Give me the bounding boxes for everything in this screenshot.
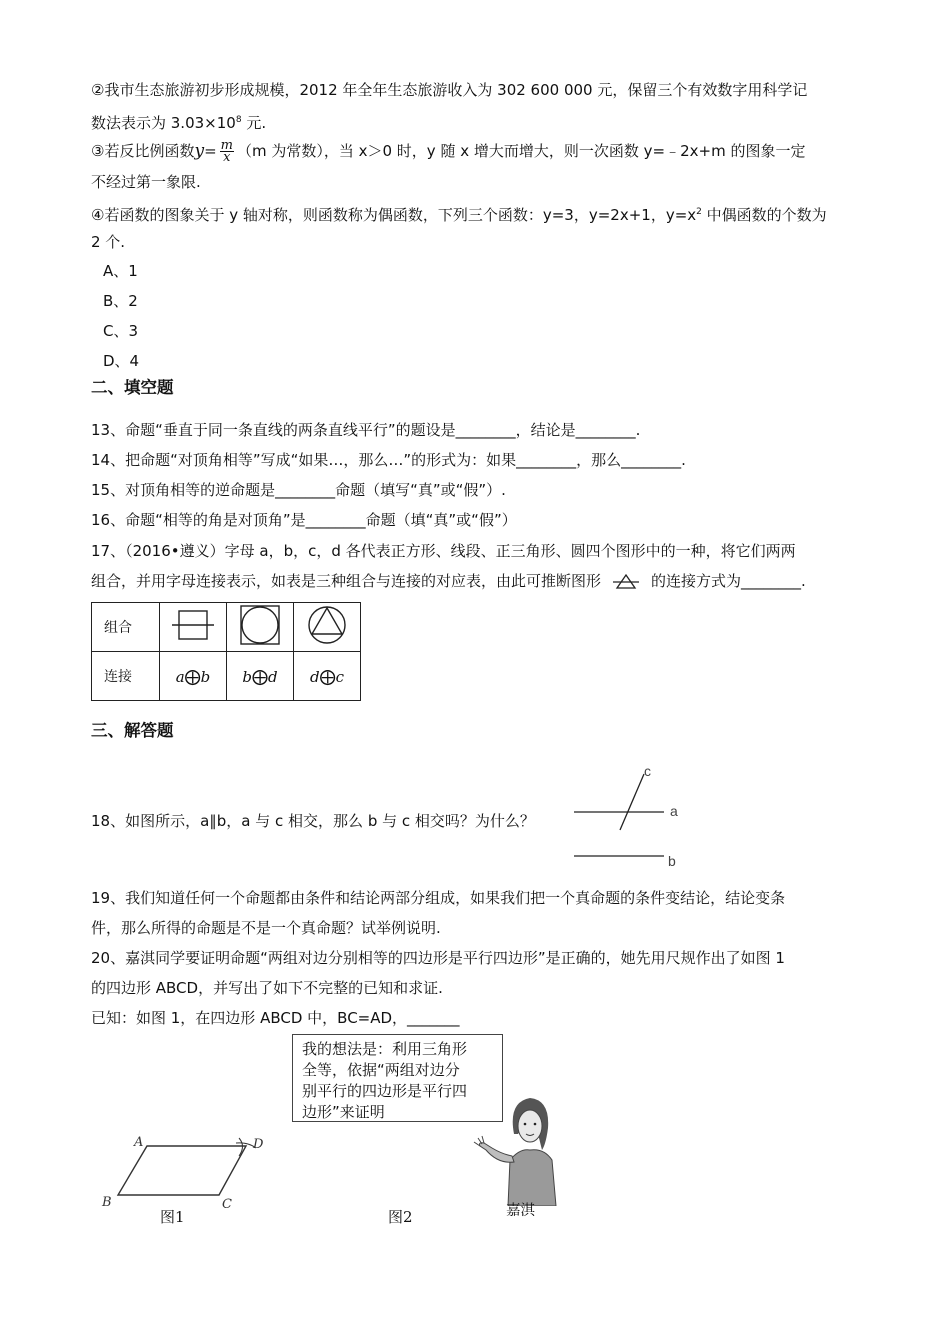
fraction-denominator: x — [223, 150, 231, 165]
question-19-line1: 19、我们知道任何一个命题都由条件和结论两部分组成，如果我们把一个真命题的条件变结论，结论变条 — [91, 889, 786, 907]
link-cell — [227, 652, 294, 701]
circle-plus-icon: ⨁ — [184, 666, 201, 686]
link-right-letter: b — [200, 667, 211, 686]
link-cell — [160, 652, 227, 701]
person-name: 嘉淇 — [506, 1203, 535, 1219]
question-13: 13、命题“垂直于同一条直线的两条直线平行”的题设是________，结论是________. — [91, 421, 641, 439]
vertex-d-label: D — [253, 1137, 264, 1152]
statement-4-line2: 2 个. — [91, 233, 126, 251]
circle-plus-icon: ⨁ — [319, 666, 336, 686]
exponent: 8 — [235, 115, 242, 125]
statement-2-tail: 元. — [241, 114, 267, 132]
option-a: A、1 — [103, 262, 138, 280]
question-18: 18、如图所示，a∥b，a 与 c 相交，那么 b 与 c 相交吗？为什么？ — [91, 812, 535, 830]
figure-1-parallelogram — [96, 1128, 276, 1210]
combo-square-circle — [227, 603, 294, 652]
link-right-letter: c — [335, 667, 344, 686]
line-c — [620, 774, 644, 830]
section-solve-heading: 三、解答题 — [91, 721, 174, 740]
figure-2-caption: 图2 — [388, 1208, 413, 1226]
body-icon — [508, 1150, 556, 1206]
combo-segment-square — [160, 603, 227, 652]
statement-2-text: 数法表示为 3.03×10 — [91, 114, 236, 132]
option-d: D、4 — [103, 352, 140, 370]
fraction-numerator: m — [220, 138, 233, 153]
statement-3-text: ③若反比例函数 — [91, 142, 195, 160]
question-16: 16、命题“相等的角是对顶角”是________命题（填“真”或“假”） — [91, 511, 517, 529]
bubble-line: 我的想法是：利用三角形 — [302, 1040, 468, 1058]
question-20-given: 已知：如图 1，在四边形 ABCD 中，BC=AD，_______ — [91, 1009, 460, 1027]
question-20-line2: 的四边形 ABCD，并写出了如下不完整的已知和求证. — [91, 979, 443, 997]
statement-4-tail: 中偶函数的个数为 — [701, 206, 827, 224]
link-left-letter: b — [242, 667, 252, 686]
figure-18-parallel-lines — [568, 762, 688, 872]
question-14: 14、把命题“对顶角相等”写成“如果…，那么…”的形式为：如果________，那么________. — [91, 451, 686, 469]
vertex-a-label: A — [134, 1135, 144, 1150]
parallelogram-abcd — [118, 1146, 246, 1195]
question-17-line1: 17、（2016•遵义）字母 a，b，c，d 各代表正方形、线段、正三角形、圆四个图形中的一种，将它们两两 — [91, 542, 796, 560]
label-a: a — [670, 803, 678, 819]
statement-4-text: ④若函数的图象关于 y 轴对称，则函数称为偶函数，下列三个函数：y=3，y=2x+1，y=x — [91, 206, 697, 224]
combination-table — [91, 602, 361, 701]
row-label-link: 连接 — [92, 652, 160, 701]
question-17-tail: 的连接方式为________. — [651, 572, 806, 590]
option-b: B、2 — [103, 292, 138, 310]
question-15: 15、对顶角相等的逆命题是________命题（填写“真”或“假”）. — [91, 481, 506, 499]
equals-sign: = — [204, 142, 217, 160]
person-illustration — [470, 1088, 570, 1206]
triangle-segment-icon — [611, 572, 641, 592]
statement-3-tail: （m 为常数），当 x＞0 时，y 随 x 增大而增大，则一次函数 y=﹣2x+m 的图象一定 — [236, 142, 806, 160]
bubble-line: 全等，依据“两组对边分 — [302, 1061, 460, 1079]
bubble-line: 别平行的四边形是平行四 — [302, 1082, 468, 1100]
table-row — [92, 603, 361, 652]
link-right-letter: d — [268, 667, 278, 686]
statement-4-line1 — [91, 202, 827, 225]
combo-circle-triangle — [294, 603, 361, 652]
link-cell — [294, 652, 361, 701]
circle-plus-icon: ⨁ — [252, 666, 268, 686]
link-left-letter: a — [175, 667, 185, 686]
function-variable: y — [194, 141, 205, 161]
square-circle-icon — [237, 603, 283, 647]
question-17-line2 — [91, 571, 806, 592]
statement-3-line2: 不经过第一象限. — [91, 173, 201, 191]
vertex-b-label: B — [102, 1195, 112, 1210]
option-c: C、3 — [103, 322, 139, 340]
face-icon — [518, 1110, 542, 1142]
section-fill-heading: 二、填空题 — [91, 378, 174, 397]
link-left-letter: d — [309, 667, 320, 686]
exponent: 2 — [696, 207, 702, 217]
statement-2-line1: ②我市生态旅游初步形成规模，2012 年全年生态旅游收入为 302 600 000 元，保留三个有效数字用科学记 — [91, 81, 808, 99]
circle-triangle-icon — [304, 603, 350, 647]
segment-square-icon — [170, 605, 216, 645]
bubble-line: 边形”来证明 — [302, 1103, 385, 1121]
label-c: c — [644, 763, 651, 779]
vertex-c-label: C — [222, 1197, 232, 1210]
statement-2-line2 — [91, 110, 266, 133]
label-b: b — [668, 853, 676, 869]
question-17-text: 组合，并用字母连接表示，如表是三种组合与连接的对应表，由此可推断图形 — [91, 572, 602, 590]
question-19-line2: 件，那么所得的命题是不是一个真命题？试举例说明. — [91, 919, 441, 937]
fraction-m-over-x — [220, 140, 234, 163]
raised-arm-icon — [480, 1143, 515, 1162]
statement-3-line1 — [91, 140, 805, 163]
figure-1-caption: 图1 — [160, 1208, 185, 1226]
row-label-combo: 组合 — [92, 603, 160, 652]
table-row — [92, 652, 361, 701]
question-20-line1: 20、嘉淇同学要证明命题“两组对边分别相等的四边形是平行四边形”是正确的，她先用尺规作出了如图 1 — [91, 949, 785, 967]
